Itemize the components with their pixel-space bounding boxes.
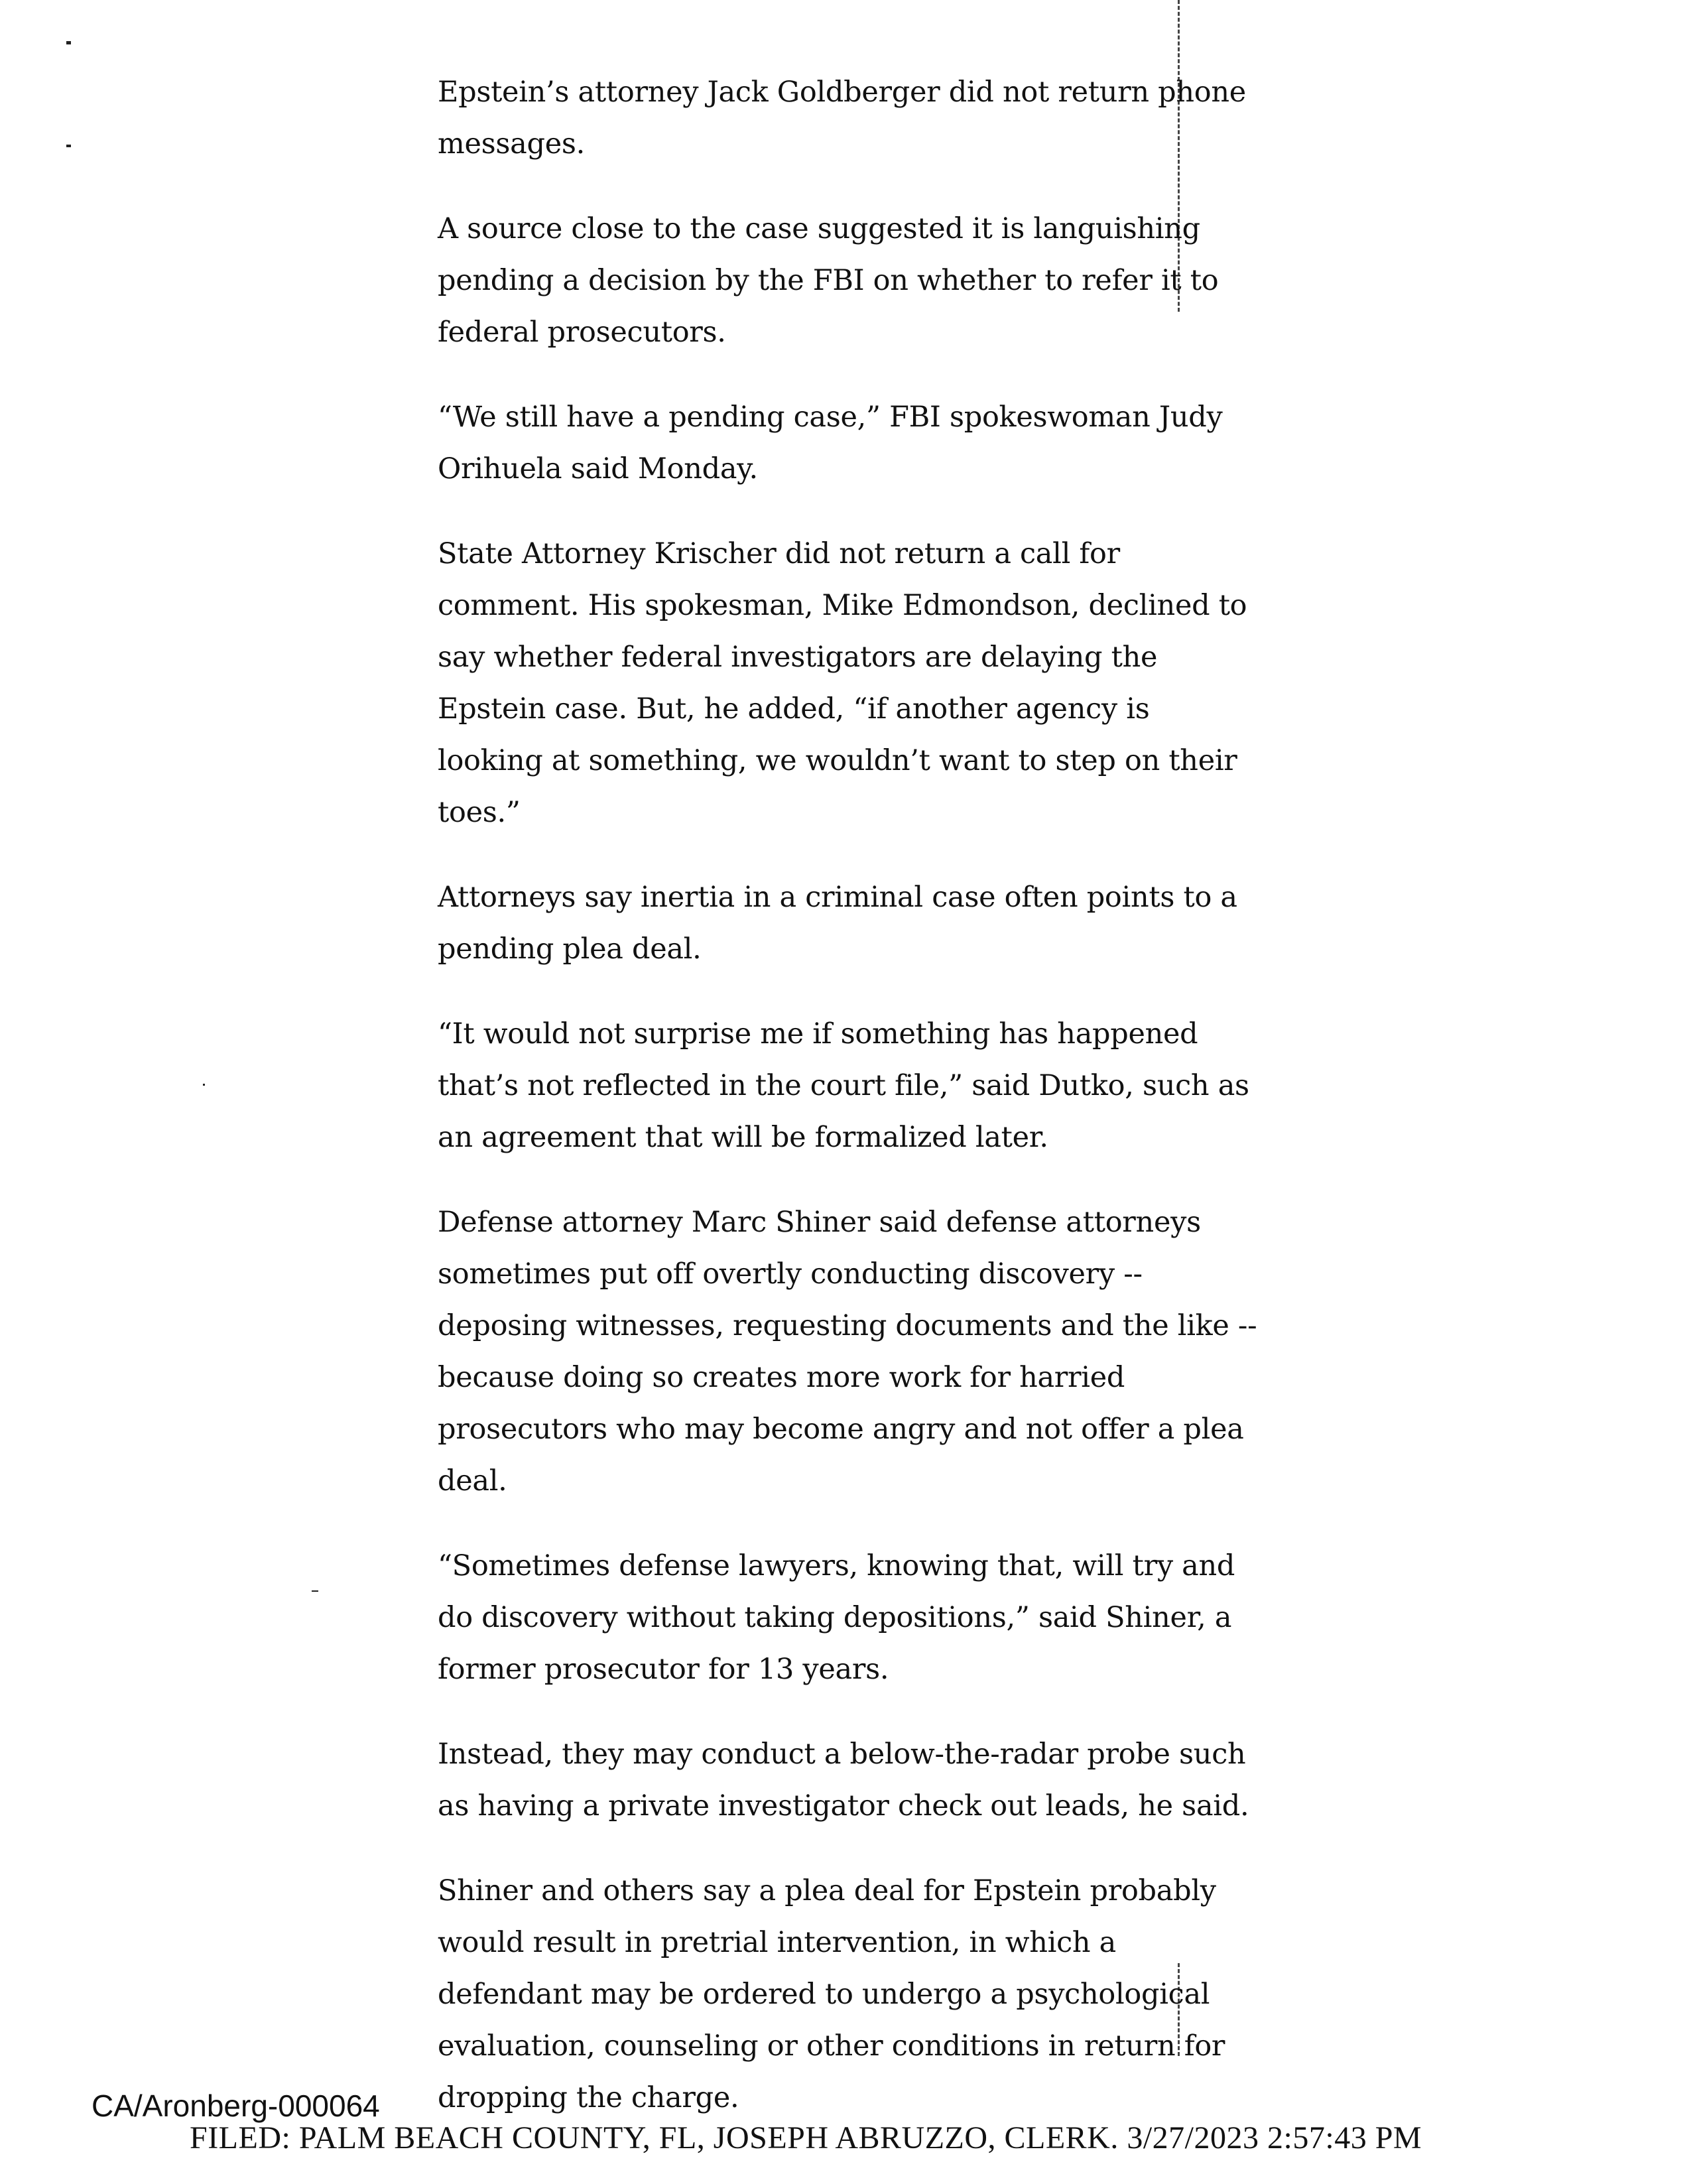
paragraph: State Attorney Krischer did not return a call for comment. His spokesman, Mike Edmondson, declined to say whether federal investigators are delaying the Epstein case. But, he added, “if another agency is looking at something, we wouldn’t want to step on their toes.”	[438, 537, 1247, 829]
scan-speck	[66, 145, 71, 147]
scan-speck	[312, 1590, 318, 1592]
paragraph: Instead, they may conduct a below-the-radar probe such as having a private investigator check out leads, he said.	[438, 1738, 1249, 1823]
paragraph: “Sometimes defense lawyers, knowing that, will try and do discovery without taking depositions,” said Shiner, a former prosecutor for 13 years.	[438, 1549, 1235, 1686]
filed-stamp: FILED: PALM BEACH COUNTY, FL, JOSEPH ABRUZZO, CLERK. 3/27/2023 2:57:43 PM	[190, 2120, 1422, 2155]
paragraph: A source close to the case suggested it is languishing pending a decision by the FBI on whether to refer it to federal prosecutors.	[438, 212, 1219, 349]
scan-speck	[66, 41, 71, 44]
paragraph: Attorneys say inertia in a criminal case often points to a pending plea deal.	[438, 881, 1237, 966]
scan-speck	[203, 1084, 205, 1086]
bates-number: CA/Aronberg-000064	[92, 2088, 380, 2123]
paragraph: Shiner and others say a plea deal for Epstein probably would result in pretrial intervention, in which a defendant may be ordered to undergo a psychological evaluation, counseling or other conditions in return for dropping the charge.	[438, 1874, 1225, 2114]
paragraph: “We still have a pending case,” FBI spokeswoman Judy Orihuela said Monday.	[438, 401, 1223, 485]
paragraph: Epstein’s attorney Jack Goldberger did not return phone messages.	[438, 76, 1246, 161]
paragraph: Defense attorney Marc Shiner said defense attorneys sometimes put off overtly conducting discovery -- deposing witnesses, requesting documents and the like -- because doing so creates more work for harried prosecutors who may become angry and not offer a plea deal.	[438, 1206, 1257, 1498]
article-body	[438, 66, 1260, 2157]
paragraph: “It would not surprise me if something has happened that’s not reflected in the court file,” said Dutko, such as an agreement that will be formalized later.	[438, 1017, 1249, 1154]
